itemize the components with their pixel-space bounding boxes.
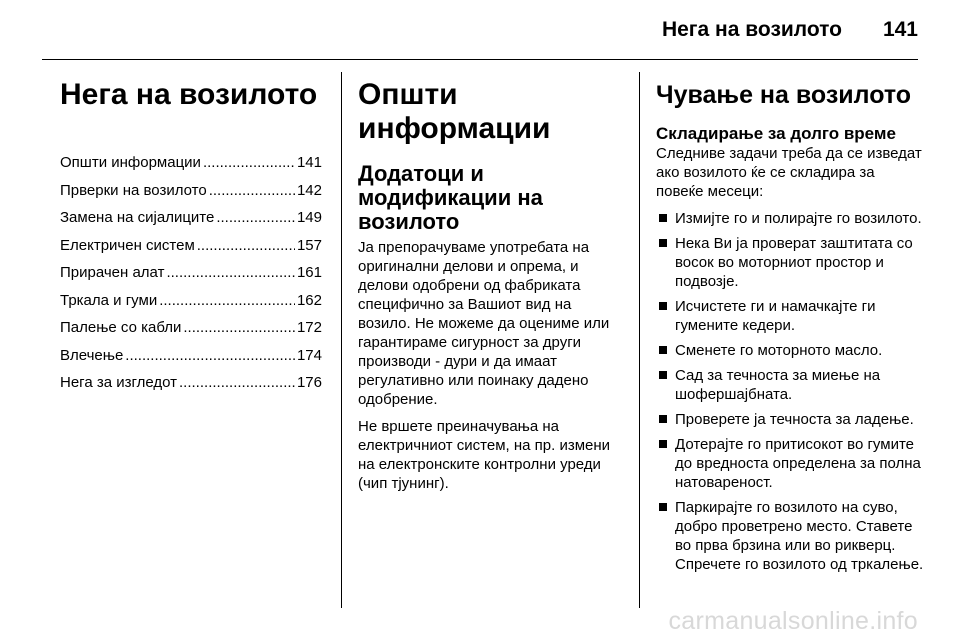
column-general-info	[358, 66, 626, 606]
toc-label: Нега за изгледот	[60, 374, 178, 391]
toc-leader	[125, 347, 295, 364]
storage-task-list	[656, 209, 926, 574]
toc-row[interactable]	[60, 319, 322, 347]
toc-leader	[159, 292, 295, 309]
toc-leader	[216, 209, 295, 226]
toc-row[interactable]	[60, 347, 322, 375]
toc-leader	[179, 374, 295, 391]
running-header-title: Нега на возилото	[661, 18, 842, 41]
column-vehicle-storage	[656, 66, 926, 606]
toc-label: Електричен систем	[60, 236, 195, 254]
toc-label: Тркала и гуми	[60, 291, 158, 309]
list-item: Сад за течноста за миење на шофершајбната.	[656, 366, 926, 404]
toc-leader	[183, 319, 295, 336]
column-contents	[60, 66, 322, 606]
toc-page: 176	[296, 374, 322, 391]
chapter-title: Нега на возилото	[60, 78, 318, 111]
toc-page: 142	[296, 181, 322, 199]
subsection-title: Складирање за долго време	[656, 124, 896, 143]
toc-leader	[203, 154, 295, 171]
paragraph: Ја препорачуваме употребата на оригинални делови и опрема, и делови одобрени од фабриката специфично за Вашиот вид на возило. Не можеме да оцениме или гарантираме сигурност за други производи - дури и да имаат регулативно или поинаку дадено одобрение.	[358, 239, 610, 408]
toc-label: Прверки на возилото	[60, 181, 207, 199]
toc-leader	[166, 264, 295, 281]
list-item: Дотерајте го притисокот во гумите до вредноста определена за полна натовареност.	[656, 435, 926, 492]
toc-row[interactable]	[60, 237, 322, 265]
table-of-contents	[60, 154, 322, 402]
toc-page: 149	[296, 209, 322, 226]
toc-label: Општи информации	[60, 154, 201, 171]
subsection-title: Додатоци и модификации на возилото	[358, 161, 543, 234]
toc-row[interactable]	[60, 154, 322, 182]
toc-page: 172	[296, 319, 322, 336]
list-item: Измијте го и полирајте го возилото.	[656, 209, 926, 228]
toc-row[interactable]	[60, 182, 322, 210]
list-item: Исчистете ги и намачкајте ги гумените кедери.	[656, 297, 926, 335]
toc-page: 157	[296, 236, 322, 254]
toc-page: 161	[296, 264, 322, 281]
toc-page: 174	[296, 346, 322, 364]
toc-page: 162	[296, 291, 322, 309]
toc-label: Влечење	[60, 346, 124, 364]
header-rule	[42, 59, 918, 60]
column-divider-2	[639, 72, 640, 608]
intro-paragraph: Следниве задачи треба да се изведат ако возилото ќе се складира за повеќе месеци:	[656, 145, 922, 200]
watermark: carmanualsonline.info	[668, 607, 918, 635]
toc-row[interactable]	[60, 374, 322, 402]
section-title: Општи информации	[358, 78, 551, 145]
list-item: Проверете ја течноста за ладење.	[656, 410, 926, 429]
list-item: Нека Ви ја проверат заштитата со восок во моторниот простор и подвозје.	[656, 234, 926, 291]
page-number: 141	[882, 18, 918, 41]
toc-row[interactable]	[60, 209, 322, 237]
toc-label: Прирачен алат	[60, 264, 165, 281]
column-divider-1	[341, 72, 342, 608]
section-title: Чување на возилото	[656, 81, 912, 109]
toc-leader	[209, 182, 295, 199]
toc-leader	[197, 237, 295, 254]
toc-row[interactable]	[60, 264, 322, 292]
list-item: Паркирајте го возилото на суво, добро проветрено место. Ставете во прва брзина или во рикверц. Спречете го возилото од тркалење.	[656, 498, 926, 574]
toc-page: 141	[296, 154, 322, 171]
toc-label: Замена на сијалиците	[60, 209, 215, 226]
toc-row[interactable]	[60, 292, 322, 320]
toc-label: Палење со кабли	[60, 319, 182, 336]
list-item: Сменете го моторното масло.	[656, 341, 926, 360]
paragraph: Не вршете преиначувања на електричниот систем, на пр. измени на електронските контролни уреди (чип тјунинг).	[358, 418, 611, 492]
